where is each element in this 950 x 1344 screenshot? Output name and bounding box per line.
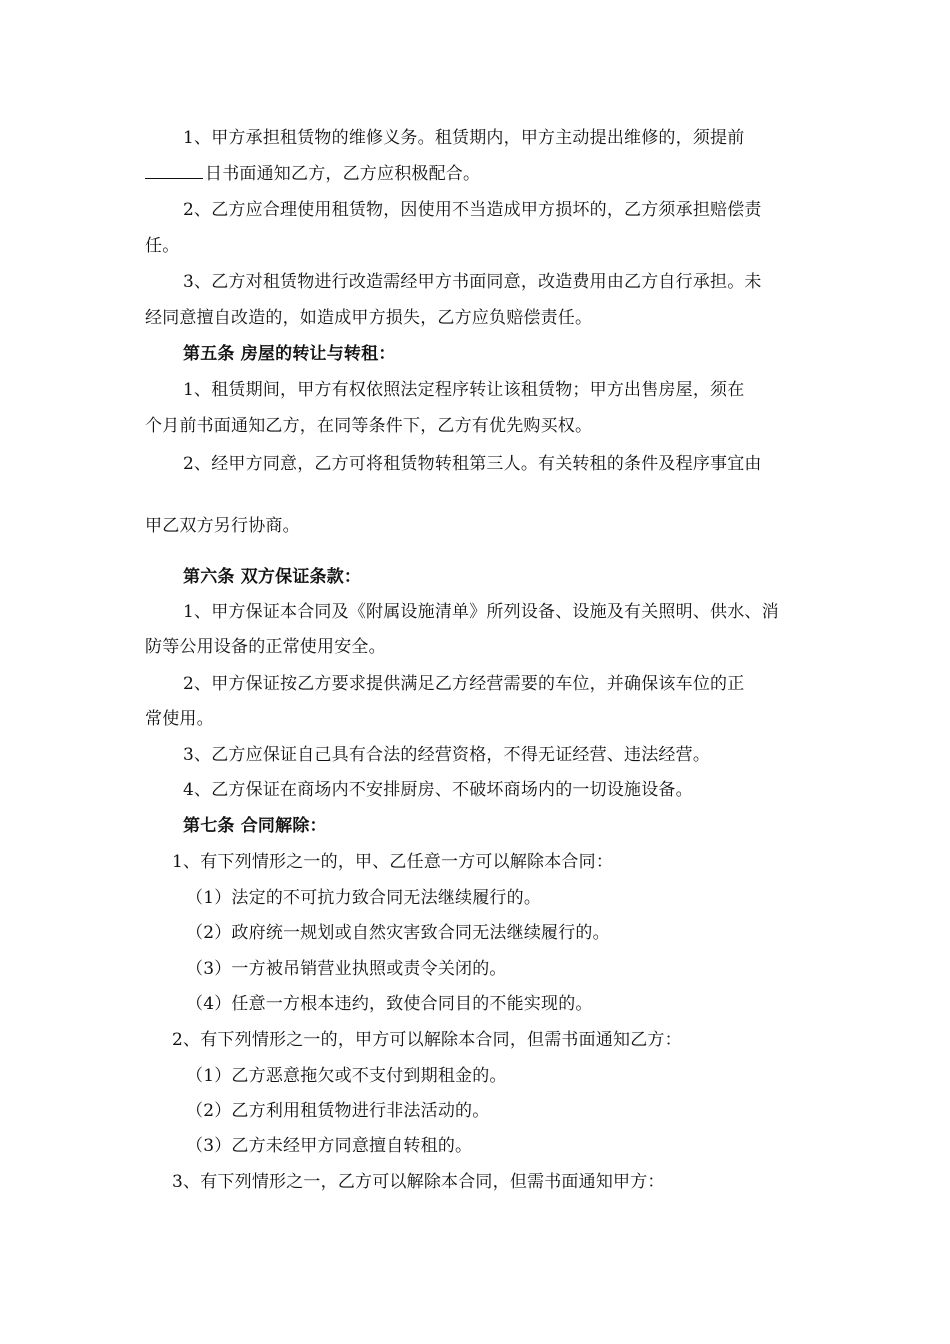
- art5-para2-line2: 甲乙双方另行协商。: [145, 516, 300, 536]
- article-7-heading: 第七条 合同解除：: [183, 816, 327, 836]
- art5-para2-line1: 2、经甲方同意，乙方可将租赁物转租第三人。有关转租的条件及程序事宜由: [183, 454, 762, 474]
- art6-para3: 3、乙方应保证自己具有合法的经营资格，不得无证经营、违法经营。: [183, 745, 711, 765]
- art5-para1-line1: 1、租赁期间，甲方有权依照法定程序转让该租赁物；甲方出售房屋，须在: [183, 380, 745, 400]
- art4-para1-line2: [145, 162, 480, 186]
- art6-para1-line1: 1、甲方保证本合同及《附属设施清单》所列设备、设施及有关照明、供水、消: [183, 602, 779, 622]
- art7-clause2-item1: （1）乙方恶意拖欠或不支付到期租金的。: [186, 1066, 507, 1086]
- art7-clause1-item1: （1）法定的不可抗力致合同无法继续履行的。: [186, 888, 542, 908]
- article-5-heading: 第五条 房屋的转让与转租：: [183, 344, 396, 364]
- art5-para1-line2: 个月前书面通知乙方，在同等条件下，乙方有优先购买权。: [145, 416, 593, 436]
- art4-para1-line1: 1、甲方承担租赁物的维修义务。租赁期内，甲方主动提出维修的，须提前: [183, 128, 745, 148]
- art7-clause1-item3: （3）一方被吊销营业执照或责令关闭的。: [186, 959, 507, 979]
- art6-para4: 4、乙方保证在商场内不安排厨房、不破坏商场内的一切设施设备。: [183, 780, 693, 800]
- art4-para3-line2: 经同意擅自改造的，如造成甲方损失，乙方应负赔偿责任。: [145, 308, 593, 328]
- art7-clause1: 1、有下列情形之一的，甲、乙任意一方可以解除本合同：: [172, 852, 614, 872]
- art7-clause3: 3、有下列情形之一，乙方可以解除本合同，但需书面通知甲方：: [172, 1172, 665, 1192]
- art6-para2-line1: 2、甲方保证按乙方要求提供满足乙方经营需要的车位，并确保该车位的正: [183, 674, 745, 694]
- art7-clause2: 2、有下列情形之一的，甲方可以解除本合同，但需书面通知乙方：: [172, 1030, 682, 1050]
- art4-para3-line1: 3、乙方对租赁物进行改造需经甲方书面同意，改造费用由乙方自行承担。未: [183, 272, 762, 292]
- art7-clause1-item4: （4）任意一方根本违约，致使合同目的不能实现的。: [186, 994, 593, 1014]
- art7-clause1-item2: （2）政府统一规划或自然灾害致合同无法继续履行的。: [186, 923, 610, 943]
- art4-para1-line2-text: 日书面通知乙方，乙方应积极配合。: [205, 164, 481, 184]
- article-6-heading: 第六条 双方保证条款：: [183, 567, 362, 587]
- art4-para2-line2: 任。: [145, 236, 180, 256]
- art7-clause2-item3: （3）乙方未经甲方同意擅自转租的。: [186, 1136, 473, 1156]
- art7-clause2-item2: （2）乙方利用租赁物进行非法活动的。: [186, 1101, 490, 1121]
- art6-para1-line2: 防等公用设备的正常使用安全。: [145, 637, 386, 657]
- fill-in-blank: [145, 162, 203, 179]
- art6-para2-line2: 常使用。: [145, 709, 214, 729]
- art4-para2-line1: 2、乙方应合理使用租赁物，因使用不当造成甲方损坏的，乙方须承担赔偿责: [183, 200, 762, 220]
